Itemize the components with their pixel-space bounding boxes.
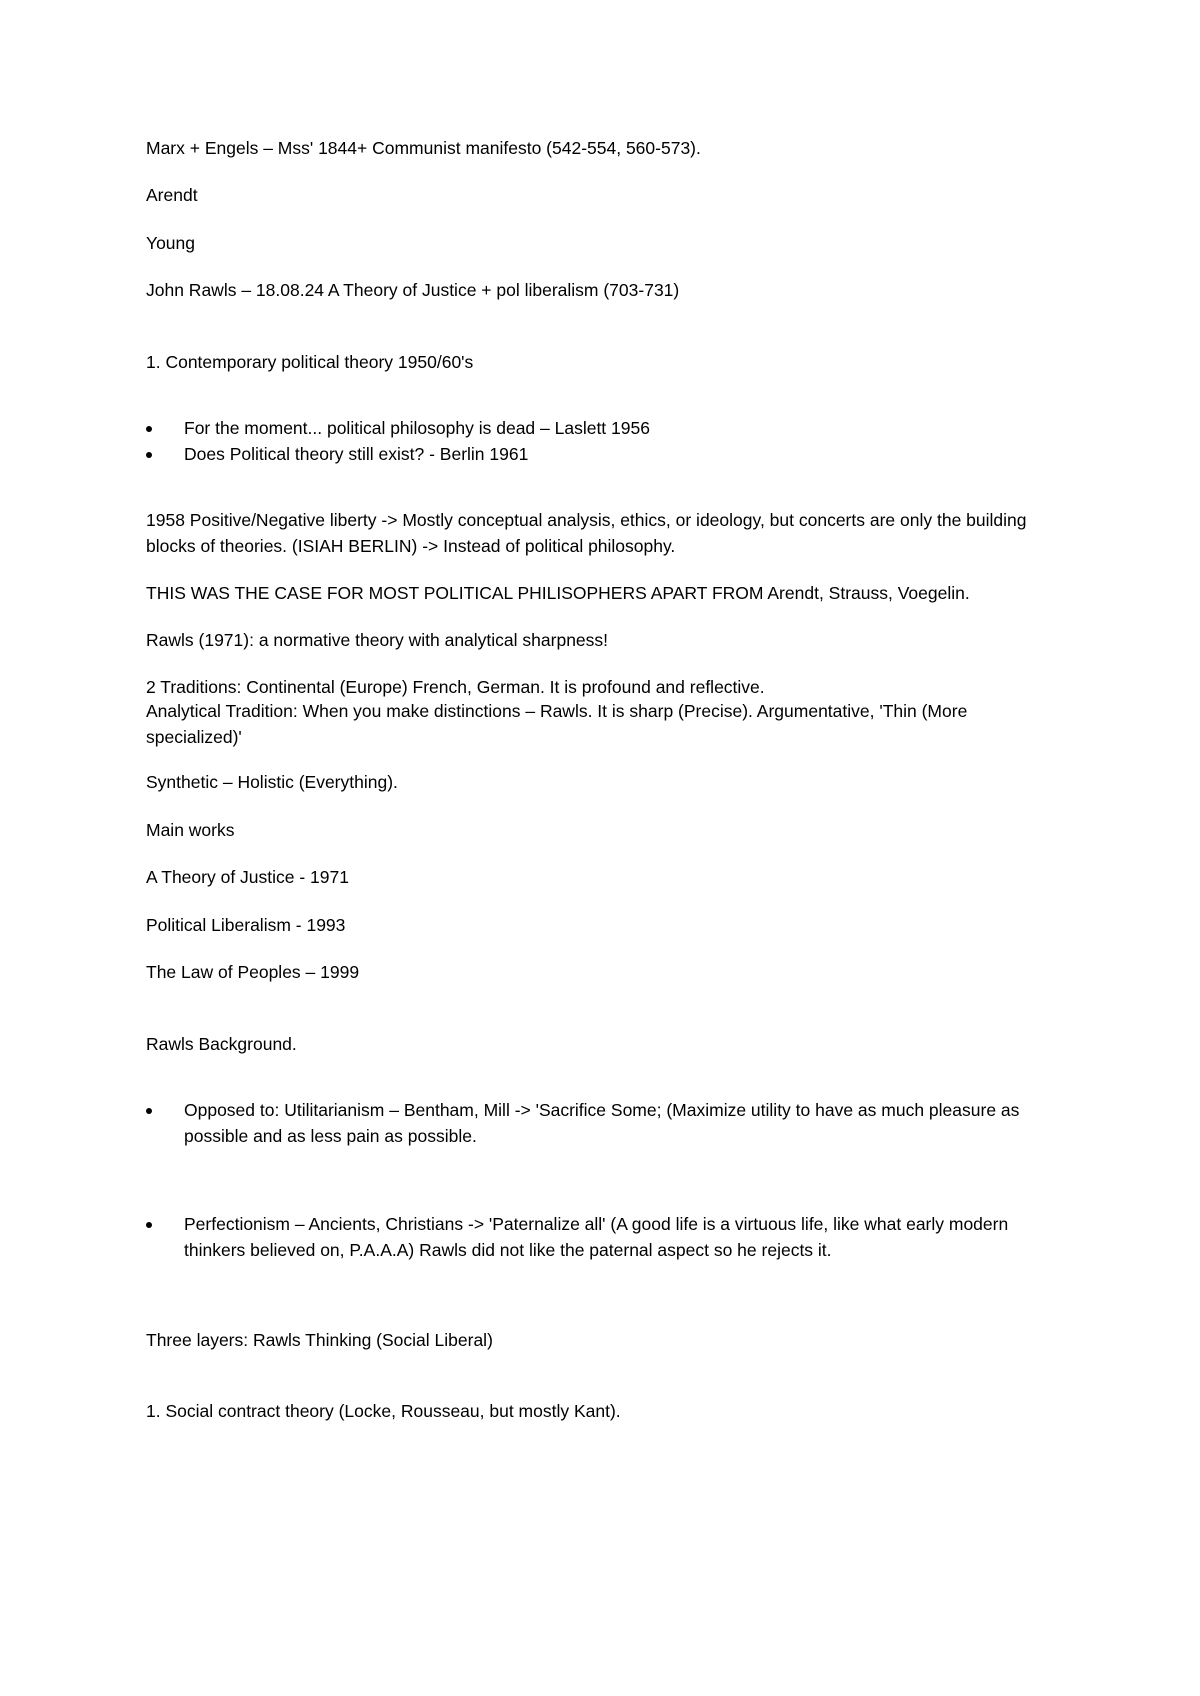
bullet-dot-icon [146, 426, 152, 432]
paragraph-rawls-1971: Rawls (1971): a normative theory with analytical sharpness! [146, 630, 609, 650]
heading-contemporary-theory: 1. Contemporary political theory 1950/60's [146, 352, 474, 372]
bullet-item [146, 415, 1066, 441]
heading-main-works: Main works [146, 820, 235, 840]
work-political-liberalism: Political Liberalism - 1993 [146, 915, 346, 935]
paragraph-liberty: 1958 Positive/Negative liberty -> Mostly conceptual analysis, ethics, or ideology, but concerts are only the building blocks of theories. (ISIAH BERLIN) -> Instead of political philosophy. [146, 510, 1027, 556]
bullet-text: Does Political theory still exist? - Berlin 1961 [184, 444, 529, 464]
bullet-dot-icon [146, 1222, 152, 1228]
paragraph-traditions-analytical: Analytical Tradition: When you make distinctions – Rawls. It is sharp (Precise). Argumentative, 'Thin (More specialized)' [146, 701, 968, 747]
bullet-list-contemporary [146, 415, 1066, 467]
line-marx-engels: Marx + Engels – Mss' 1844+ Communist manifesto (542-554, 560-573). [146, 138, 701, 158]
bullet-list-perfectionism [146, 1211, 1066, 1263]
heading-three-layers: Three layers: Rawls Thinking (Social Liberal) [146, 1330, 493, 1350]
line-arendt: Arendt [146, 185, 198, 205]
bullet-dot-icon [146, 452, 152, 458]
heading-social-contract: 1. Social contract theory (Locke, Rousseau, but mostly Kant). [146, 1401, 621, 1421]
bullet-dot-icon [146, 1108, 152, 1114]
bullet-item [146, 1211, 1066, 1263]
bullet-item [146, 441, 1066, 467]
heading-rawls-background: Rawls Background. [146, 1034, 297, 1054]
paragraph-synthetic: Synthetic – Holistic (Everything). [146, 772, 398, 792]
paragraph-traditions-continental: 2 Traditions: Continental (Europe) French, German. It is profound and reflective. [146, 677, 765, 697]
line-young: Young [146, 233, 195, 253]
paragraph-case: THIS WAS THE CASE FOR MOST POLITICAL PHILISOPHERS APART FROM Arendt, Strauss, Voegelin. [146, 583, 970, 603]
bullet-list-utilitarianism [146, 1097, 1066, 1149]
work-theory-of-justice: A Theory of Justice - 1971 [146, 867, 349, 887]
bullet-item [146, 1097, 1066, 1149]
bullet-text: Perfectionism – Ancients, Christians -> 'Paternalize all' (A good life is a virtuous life, like what early modern thinkers believed on, P.A.A.A) Rawls did not like the paternal aspect so he rejects it. [184, 1214, 1009, 1260]
line-john-rawls: John Rawls – 18.08.24 A Theory of Justice + pol liberalism (703-731) [146, 280, 680, 300]
work-law-of-peoples: The Law of Peoples – 1999 [146, 962, 360, 982]
bullet-text: For the moment... political philosophy is dead – Laslett 1956 [184, 418, 650, 438]
bullet-text: Opposed to: Utilitarianism – Bentham, Mill -> 'Sacrifice Some; (Maximize utility to have as much pleasure as possible and as less pain as possible. [184, 1100, 1020, 1146]
